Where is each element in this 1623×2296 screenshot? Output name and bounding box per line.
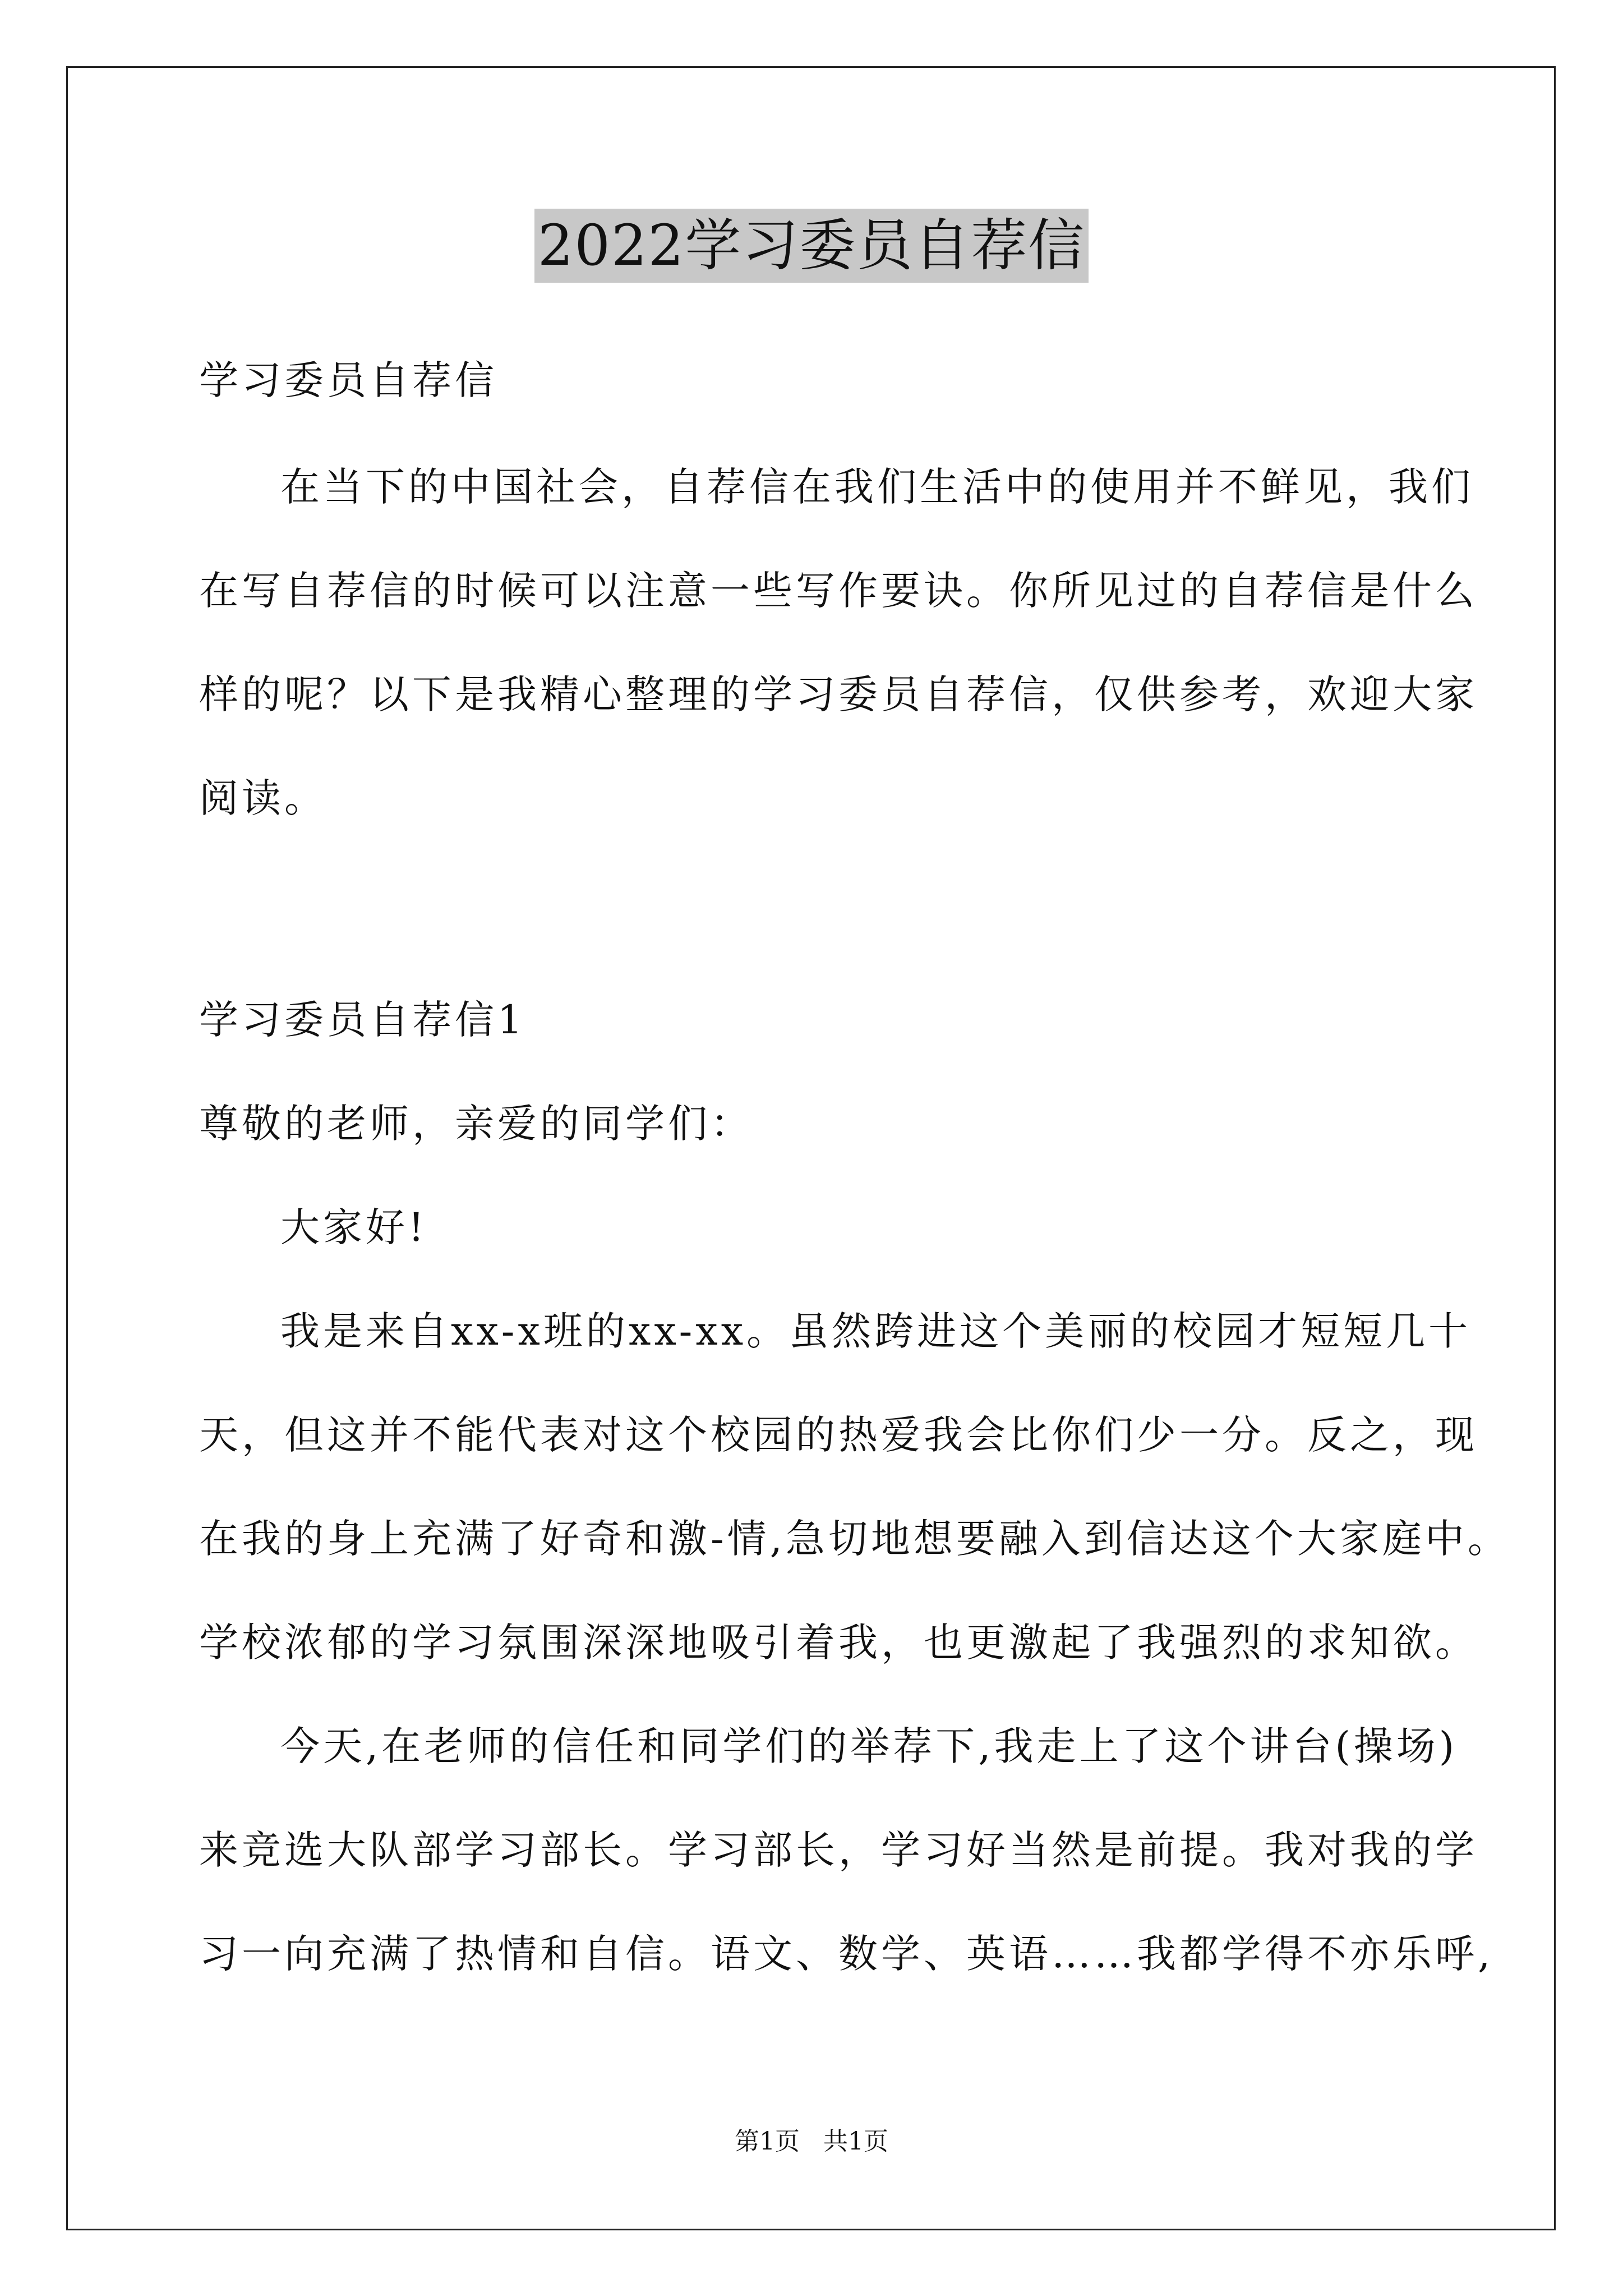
paragraph-line: 在写自荐信的时候可以注意一些写作要诀。你所见过的自荐信是什么 bbox=[199, 568, 1478, 614]
section-heading: 学习委员自荐信 bbox=[199, 357, 497, 403]
paragraph-line: 阅读。 bbox=[199, 775, 327, 821]
document-title: 2022学习委员自荐信 bbox=[534, 209, 1089, 283]
title-container bbox=[0, 209, 1623, 283]
section-heading: 学习委员自荐信1 bbox=[199, 997, 526, 1043]
paragraph-line: 学校浓郁的学习氛围深深地吸引着我，也更激起了我强烈的求知欲。 bbox=[199, 1619, 1478, 1665]
paragraph-line: 在我的身上充满了好奇和激-情,急切地想要融入到信达这个大家庭中。 bbox=[199, 1516, 1510, 1562]
page-footer: 第1页 共1页 bbox=[735, 2127, 888, 2156]
paragraph-line: 天，但这并不能代表对这个校园的热爱我会比你们少一分。反之，现 bbox=[199, 1412, 1478, 1458]
paragraph-line: 来竞选大队部学习部长。学习部长，学习好当然是前提。我对我的学 bbox=[199, 1827, 1478, 1873]
paragraph-line: 在当下的中国社会，自荐信在我们生活中的使用并不鲜见，我们 bbox=[280, 464, 1474, 510]
paragraph-line: 习一向充满了热情和自信。语文、数学、英语……我都学得不亦乐呼, bbox=[199, 1931, 1494, 1977]
greeting: 大家好! bbox=[280, 1204, 428, 1250]
paragraph-line: 今天,在老师的信任和同学们的举荐下,我走上了这个讲台(操场) bbox=[280, 1723, 1458, 1769]
paragraph-line: 样的呢？以下是我精心整理的学习委员自荐信，仅供参考，欢迎大家 bbox=[199, 671, 1478, 717]
salutation: 尊敬的老师，亲爱的同学们： bbox=[199, 1101, 753, 1147]
paragraph-line: 我是来自xx-x班的xx-xx。虽然跨进这个美丽的校园才短短几十 bbox=[280, 1308, 1472, 1354]
